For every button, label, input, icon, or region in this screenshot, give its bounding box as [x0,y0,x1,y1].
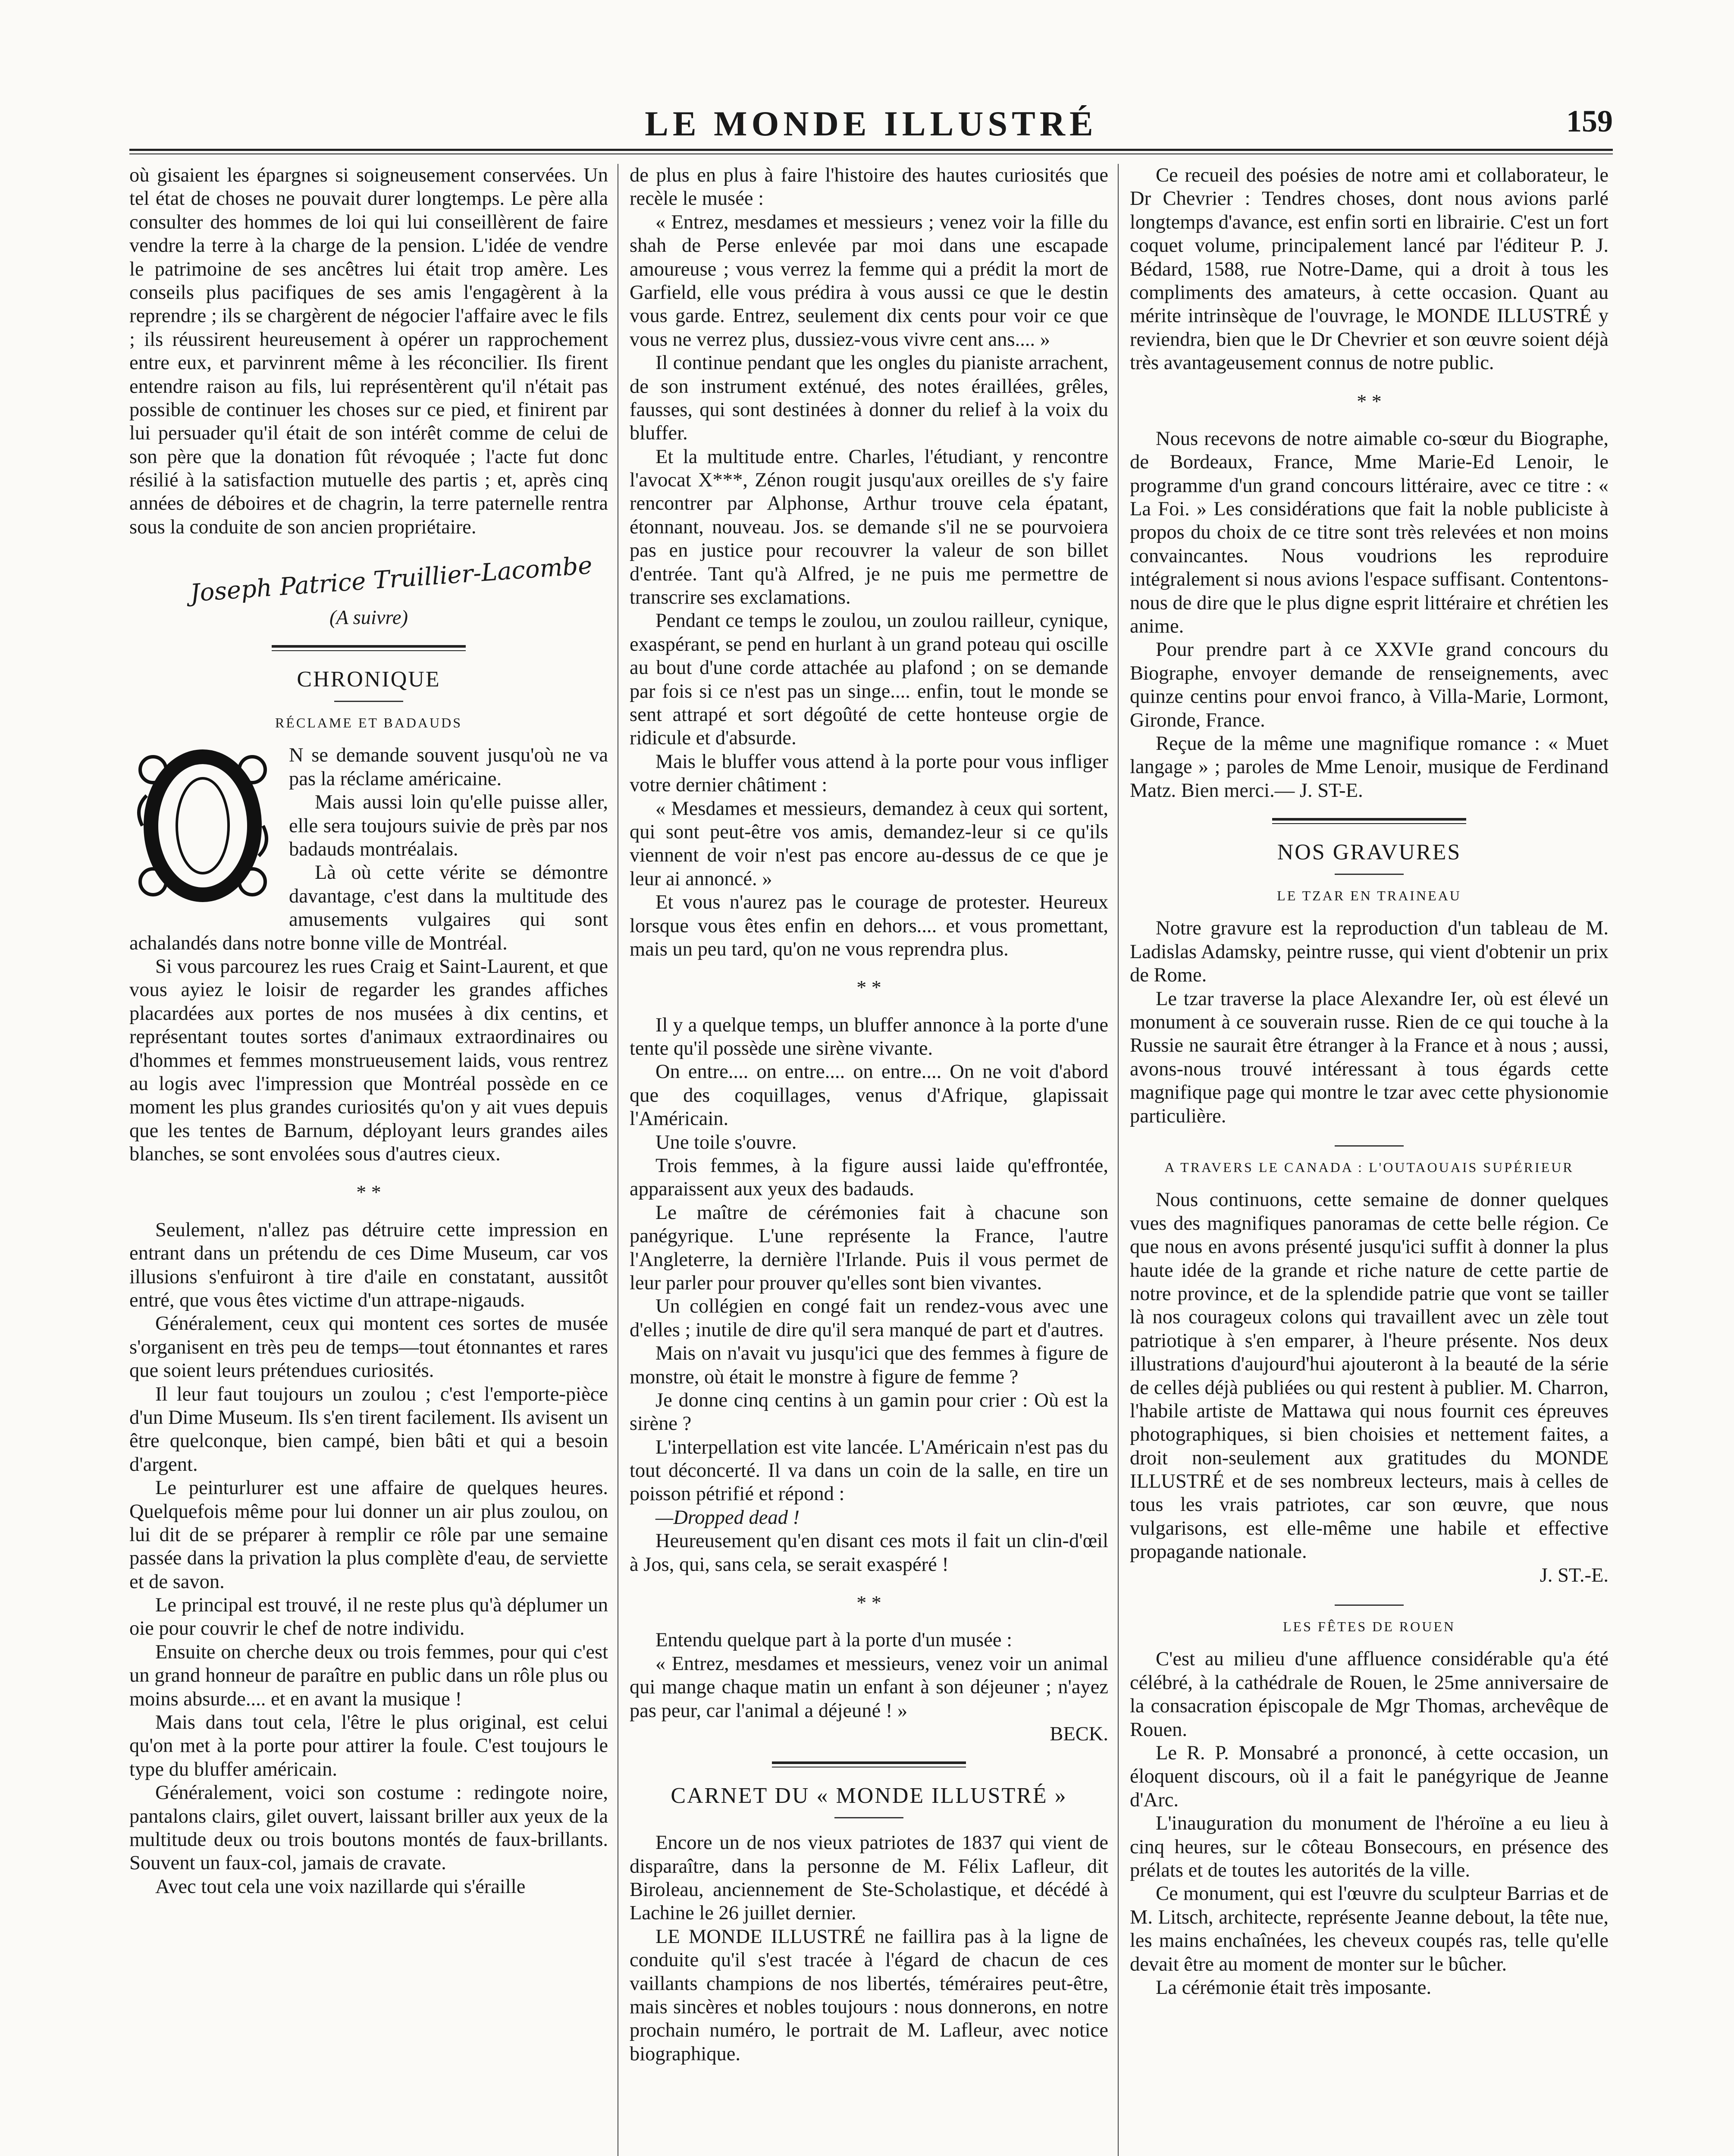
paragraph: Le R. P. Monsabré a prononcé, à cette occasion, un éloquent discours, où il a fait le panégyrique de Jeanne d'Arc. [1130,1742,1609,1811]
paragraph: LE MONDE ILLUSTRÉ ne faillira pas à la ligne de conduite qu'il s'est tracée à l'égard de chacun de ces vaillants champions de nos libertés, téméraires peut-être, mais sincères et nobles toujours : nous donnerons, en notre prochain numéro, le portrait de M. Lafleur, avec notice biographique. [630,1925,1108,2065]
svg-text:O: O [192,815,213,846]
short-rule [1335,1604,1404,1606]
column-separator [1118,164,1119,2156]
paragraph: Nous continuons, cette semaine de donner quelques vues des magnifiques panoramas de cette belle région. Ce que nous en avons présenté jusqu'ici suffit à donner la plus haute idée de la grande et riche nature de cette partie de notre province, et de la splendide patrie que vont se tailler là nos courageux colons qui travaillent avec un zèle tout patriotique à s'en emparer, à l'heure présente. Nos deux illustrations d'aujourd'hui ajouteront à la beauté de la série de celles déjà publiées ou qui restent à publier. M. Charron, l'habile artiste de Mattawa qui nous fournit ces épreuves photographiques, si bien choisies et nettement faites, a droit non-seulement aux gratitudes du MONDE ILLUSTRÉ et de ses nombreux lecteurs, mais à celles de tous les vrais patriotes, car son œuvre, que nous vulgarisons, est elle-même une habile et effective propagande nationale. [1130,1189,1609,1563]
paragraph: Une toile s'ouvre. [655,1131,797,1153]
paragraph: « Entrez, mesdames et messieurs ; venez voir la fille du shah de Perse enlevée par moi dans une escapade amoureuse ; vous verrez la femme qui a prédit la mort de Garfield, elle vous prédira à vous aussi ce que le destin vous garde. Entrez, seulement dix cents pour voir ce que vous ne verrez plus, dussiez-vous vivre cent ans.... » [630,211,1108,351]
section-stars: * * [856,976,881,999]
subtitle-tzar: LE TZAR EN TRAINEAU [1277,887,1461,903]
paragraph: où gisaient les épargnes si soigneusement conservées. Un tel état de choses ne pouvait durer longtemps. Le père alla consulter des hommes de loi qui lui conseillèrent de faire vendre la terre à la charge de la pension. L'idée de vendre le patrimoine de ses ancêtres lui était trop amère. Les conseils plus pacifiques de ses amis l'engagèrent à la reprendre ; ils se chargèrent de négocier l'affaire avec le fils ; ils réussirent heureusement à opérer un rapprochement entre eux, et parvinrent même à les réconcilier. Ils firent entendre raison au fils, lui représentèrent qu'il n'était pas possible de continuer les choses sur ce pied, et finirent par lui persuader qu'il était de son intérêt comme de celui de son père que la donation fût révoquée ; l'acte fut donc résilié à la satisfaction mutuelle des partis ; et, après cinq années de déboires et de chagrin, la terre paternelle rentra sous la conduite de son ancien propriétaire. [129,164,608,538]
paragraph: Avec tout cela une voix nazillarde qui s'éraille [155,1875,526,1898]
column-3 [1130,164,1609,1999]
paragraph: Si vous parcourez les rues Craig et Saint-Laurent, et que vous ayiez le loisir de regarder les grandes affiches placardées aux portes de nos musées à dix centins, et représentant toutes sortes d'animaux extraordinaires ou d'hommes et femmes monstrueusement laids, vous rentrez au logis avec l'impression que Montréal possède en ce moment les plus grandes curiosités qu'on y ait vues depuis que les tentes de Barnum, déployant leurs grandes ailes blanches, se sont envolées sous d'autres cieux. [129,955,608,1166]
page-header [129,103,1613,142]
paragraph: Il continue pendant que les ongles du pianiste arrachent, de son instrument exténué, des notes éraillées, grêles, fausses, qui sont destinées à donner du relief à la voix du bluffer. [630,352,1108,445]
paragraph: « Mesdames et messieurs, demandez à ceux qui sortent, qui sont peut-être vos amis, demandez-leur si ce qu'ils viennent de voir n'est pas encore au-dessus de ce que je leur ai annoncé. » [630,797,1108,890]
subtitle-reclame: RÉCLAME ET BADAUDS [275,714,463,730]
section-rule [772,1761,966,1767]
paragraph: Mais on n'avait vu jusqu'ici que des femmes à figure de monstre, où était le monstre à figure de femme ? [630,1342,1108,1388]
paragraph: C'est au milieu d'une affluence considérable qu'a été célébré, à la cathédrale de Rouen, le 25me anniversaire de la consacration épiscopale de Mgr Thomas, archevêque de Rouen. [1130,1648,1609,1741]
paragraph: Généralement, ceux qui montent ces sortes de musée s'organisent en très peu de temps—tout étonnantes et rares que soient leurs prétendues curiosités. [129,1313,608,1382]
short-rule [334,701,403,702]
paragraph: Nous recevons de notre aimable co-sœur du Biographe, de Bordeaux, France, Mme Marie-Ed Lenoir, le programme d'un grand concours littéraire, avec ce titre : « La Foi. » Les considérations que fait la noble publiciste à propos du choix de ce titre sont très relevées et non moins convaincantes. Nous voudrions les reproduire intégralement si nous avions l'espace suffisant. Contentons-nous de dire que le plus digne esprit littéraire et chrétien les anime. [1130,427,1609,638]
paragraph: Ce monument, qui est l'œuvre du sculpteur Barrias et de M. Litsch, architecte, représente Jeanne debout, la tête nue, les mains enchaînées, les cheveux coupés ras, telle qu'elle devait être au moment de monter sur le bûcher. [1130,1883,1609,1975]
paragraph: Il leur faut toujours un zoulou ; c'est l'emporte-pièce d'un Dime Museum. Ils s'en tirent facilement. Ils avisent un être quelconque, bien campé, bien bâti et qui a besoin d'argent. [129,1383,608,1476]
paragraph: Le tzar traverse la place Alexandre Ier, où est élevé un monument à ce souverain russe. Rien de ce qui touche à la Russie ne saurait être étranger à la France et à nous ; aussi, avons-nous trouvé intéressant à tous égards cette magnifique page qui montre le tzar avec cette physionomie particulière. [1130,987,1609,1127]
subtitle-outaouais: A TRAVERS LE CANADA : L'OUTAOUAIS SUPÉRIEUR [1164,1159,1574,1175]
page-number: 159 [1566,104,1613,138]
chronique-intro: N se demande souvent jusqu'où ne va pas la réclame américaine. [289,744,608,790]
paragraph: Un collégien en congé fait un rendez-vous avec une d'elles ; inutile de dire qu'il sera manqué de part et d'autres. [630,1295,1108,1341]
paragraph: Mais dans tout cela, l'être le plus original, est celui qu'on met à la porte pour attirer la foule. C'est toujours le type du bluffer américain. [129,1711,608,1780]
author-signature: Joseph Patrice Truillier-Lacombe [189,551,593,608]
paragraph: Seulement, n'allez pas détruire cette impression en entrant dans un prétendu de ces Dime Museum, car vos illusions s'enfuiront à tire d'aile en constatant, aussitôt entré, que vous êtes victime d'un attrape-nigauds. [129,1219,608,1312]
paragraph: L'inauguration du monument de l'héroïne a eu lieu à cinq heures, sur le côteau Bonsecours, en présence des prélats et de toutes les autorités de la ville. [1130,1812,1609,1881]
section-title-gravures: NOS GRAVURES [1277,840,1461,865]
paragraph: Trois femmes, à la figure aussi laide qu'effrontée, apparaissent aux yeux des badauds. [630,1155,1108,1200]
author-sign-beck: BECK. [1050,1723,1108,1745]
paragraph: Entendu quelque part à la porte d'un musée : [655,1629,1013,1651]
column-1 [129,164,608,1899]
section-rule [272,645,466,651]
paragraph: On entre.... on entre.... on entre.... On ne voit d'abord que des coquillages, venus d'Afrique, glapissait l'Américain. [630,1061,1108,1130]
author-sign-jste: J. ST.-E. [1540,1564,1609,1586]
paragraph: Et la multitude entre. Charles, l'étudiant, y rencontre l'avocat X***, Zénon rougit jusqu'aux oreilles de s'y faire rencontrer par Alphonse, Arthur trouve cela épatant, étonnant, nouveau. Jos. se demande s'il ne se pourvoiera pas en justice pour recouvrer la valeur de son billet d'entrée. Tant qu'à Alfred, je ne puis me permettre de transcrire ses exclamations. [630,445,1108,609]
short-rule [1335,874,1404,875]
header-rule [129,149,1613,151]
short-rule [834,1817,903,1818]
paragraph: Je donne cinq centins à un gamin pour crier : Où est la sirène ? [630,1389,1108,1435]
paragraph: Et vous n'aurez pas le courage de protester. Heureux lorsque vous êtes enfin en dehors.... et vous promettant, mais un peu tard, qu'on ne vous reprendra plus. [630,891,1108,960]
paragraph: Reçue de la même une magnifique romance : « Muet langage » ; paroles de Mme Lenoir, musique de Ferdinand Matz. Bien merci.— J. ST-E. [1130,732,1609,802]
paragraph: L'interpellation est vite lancée. L'Américain n'est pas du tout déconcerté. Il va dans un coin de la salle, en tire un poisson pétrifié et répond : [630,1436,1108,1505]
paragraph: La cérémonie était très imposante. [1156,1976,1432,1999]
paragraph: Mais le bluffer vous attend à la porte pour vous infliger votre dernier châtiment : [630,750,1108,796]
paragraph: Le peinturlurer est une affaire de quelques heures. Quelquefois même pour lui donner un air plus zoulou, on lui dit de se préparer à remplir ce rôle par une semaine passée dans la privation la plus complète d'eau, de serviette et de savon. [129,1477,608,1593]
paragraph: Heureusement qu'en disant ces mots il fait un clin-d'œil à Jos, qui, sans cela, se serait exaspéré ! [630,1530,1108,1576]
section-rule [1272,818,1466,824]
short-rule [1335,1145,1404,1147]
section-stars: * * [856,1592,881,1614]
paragraph: Notre gravure est la reproduction d'un tableau de M. Ladislas Adamsky, peintre russe, qui vient d'obtenir un prix de Rome. [1130,917,1609,987]
paragraph: Le principal est trouvé, il ne reste plus qu'à déplumer un oie pour couvrir le chef de notre individu. [129,1594,608,1640]
paragraph: Pour prendre part à ce XXVIe grand concours du Biographe, envoyer demande de renseignements, avec quinze centins pour envoi franco, à Villa-Marie, Lormont, Gironde, France. [1130,639,1609,731]
section-stars: * * [1357,390,1382,412]
section-title-carnet: CARNET DU « MONDE ILLUSTRÉ » [671,1783,1067,1808]
section-title-chronique: CHRONIQUE [297,667,441,692]
column-2 [630,164,1108,2066]
section-stars: * * [356,1181,381,1203]
paragraph: Ce recueil des poésies de notre ami et collaborateur, le Dr Chevrier : Tendres choses, dont nous avions parlé longtemps d'avance, est enfin sorti en librairie. C'est un fort coquet volume, principalement lancé par l'éditeur P. J. Bédard, 1588, rue Notre-Dame, qui a droit à tous les compliments des amateurs, à cette occasion. Quant au mérite intrinsèque de l'ouvrage, le MONDE ILLUSTRÉ y reviendra, bien que le Dr Chevrier et son œuvre soient déjà très avantageusement connus de notre public. [1130,164,1609,374]
paragraph: Là où cette vérite se démontre davantage, c'est dans la multitude des amusements vulgaires qui sont achalandés dans notre bonne ville de Montréal. [129,862,608,954]
paragraph: Mais aussi loin qu'elle puisse aller, elle sera toujours suivie de près par nos badauds montréalais. [289,791,608,860]
paragraph: Pendant ce temps le zoulou, un zoulou railleur, cynique, exaspérant, se pend en hurlant à un grand poteau qui oscille au bout d'une corde attachée au plafond ; on se demande par fois si ce n'est pas un singe.... enfin, tout le monde se sent attrapé et sort dégoûté de cette honteuse orgie de ridicule et d'absurde. [630,610,1108,749]
paragraph: « Entrez, mesdames et messieurs, venez voir un animal qui mange chaque matin un enfant à son déjeuner ; n'ayez pas peur, car l'animal a déjeuné ! » [630,1652,1108,1722]
paragraph: de plus en plus à faire l'histoire des hautes curiosités que recèle le musée : [630,164,1108,210]
subtitle-rouen: LES FÊTES DE ROUEN [1283,1619,1455,1635]
masthead-title: LE MONDE ILLUSTRÉ [645,104,1097,143]
paragraph: —Dropped dead ! [655,1506,800,1529]
paragraph: Il y a quelque temps, un bluffer annonce à la porte d'une tente qu'il possède une sirène vivante. [630,1014,1108,1060]
paragraph: Généralement, voici son costume : redingote noire, pantalons clairs, gilet ouvert, laissant briller aux yeux de la multitude deux ou trois boutons montés de faux-brillants. Souvent un faux-col, jamais de cravate. [129,1782,608,1874]
paragraph: Ensuite on cherche deux ou trois femmes, pour qui c'est un grand honneur de paraître en public dans un rôle plus ou moins absurde.... et en avant la musique ! [129,1641,608,1710]
paragraph: Encore un de nos vieux patriotes de 1837 qui vient de disparaître, dans la personne de M. Félix Lafleur, dit Biroleau, anciennement de Ste-Scholastique, et décédé à Lachine le 26 juillet dernier. [630,1832,1108,1924]
paragraph: Le maître de cérémonies fait à chacune son panégyrique. L'une représente la France, l'autre l'Angleterre, la dernière l'Irlande. Puis il vous permet de leur parler pour prouver qu'elles sont bien vivantes. [630,1201,1108,1294]
ornamental-dropcap-icon [129,744,276,908]
to-be-continued: (A suivre) [329,606,408,629]
